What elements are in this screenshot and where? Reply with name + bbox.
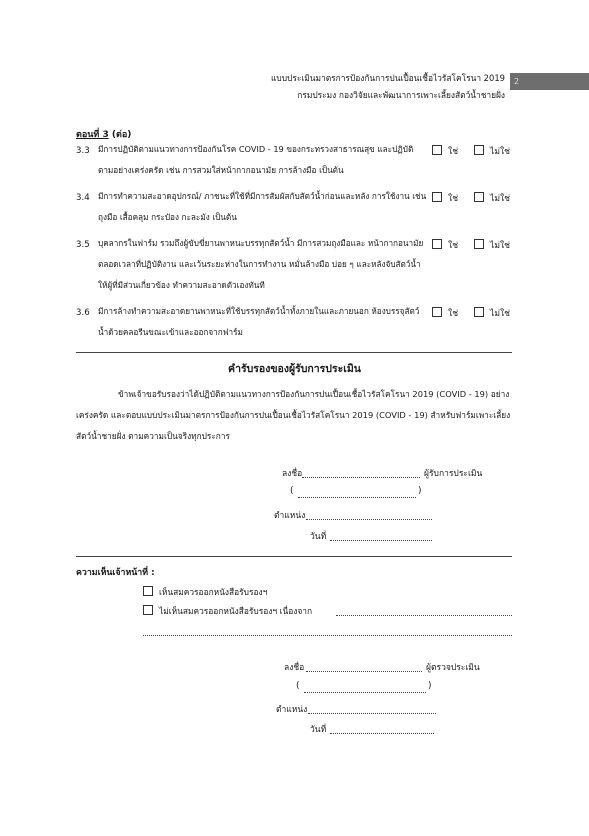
certification-title: คำรับรองของผู้รับการประเมิน bbox=[228, 363, 361, 375]
checkbox-icon[interactable] bbox=[432, 239, 442, 249]
answer-no-label: ไม่ใช่ bbox=[490, 194, 511, 204]
document-header bbox=[271, 70, 505, 104]
question-number: 3.6 bbox=[76, 308, 90, 318]
officer-position-field[interactable] bbox=[308, 703, 436, 714]
position-field[interactable] bbox=[306, 509, 432, 520]
officer-name-field[interactable] bbox=[304, 682, 426, 693]
paren-open: ( bbox=[290, 486, 294, 496]
checkbox-icon[interactable] bbox=[143, 586, 153, 596]
sign-label: ลงชื่อ bbox=[282, 469, 303, 479]
option-reject-label: ไม่เห็นสมควรออกหนังสือรับรองฯ เนื่องจาก bbox=[159, 606, 313, 616]
answer-yes[interactable] bbox=[432, 306, 458, 320]
checkbox-icon[interactable] bbox=[474, 192, 484, 202]
option-reject[interactable] bbox=[143, 604, 312, 618]
officer-position-label: ตำแหน่ง bbox=[276, 705, 308, 715]
officer-date-field[interactable] bbox=[330, 723, 434, 734]
question-number: 3.3 bbox=[76, 146, 90, 156]
reason-field[interactable] bbox=[336, 605, 512, 616]
header-line-1: แบบประเมินมาตรการป้องกันการปนเปื้อนเชื้อไวรัสโคโรนา 2019 bbox=[271, 73, 505, 83]
signer-role: ผู้รับการประเมิน bbox=[424, 469, 483, 479]
page-badge: 2 bbox=[510, 73, 589, 90]
question-number: 3.4 bbox=[76, 193, 90, 203]
answer-yes[interactable] bbox=[432, 238, 458, 252]
officer-role: ผู้ตรวจประเมิน bbox=[426, 663, 480, 673]
section-divider bbox=[76, 352, 512, 353]
paren-close: ) bbox=[418, 486, 422, 496]
certification-body: ข้าพเจ้าขอรับรองว่าได้ปฏิบัติตามแนวทางการป้องกันการปนเปื้อนเชื้อไวรัสโคโรนา 2019 (COVID - 19) อย่างเคร่งครัด และตอบแบบประเมินมาตรการป้องกันการปนเปื้อนเชื้อไวรัสโคโรนา 2019 (COVID - 19) สำหรับฟาร์มเพาะเลี้ยงสัตว์น้ำชายฝั่ง ตามความเป็นจริงทุกประการ bbox=[76, 389, 511, 441]
section-label: ตอนที่ 3 bbox=[76, 130, 109, 140]
question-text: มีการทำความสะอาดอุปกรณ์/ ภาชนะที่ใช้ที่มีการสัมผัสกับสัตว์น้ำก่อนและหลัง การใช้งาน เช่น ถุงมือ เสื้อคลุม กระป๋อง กะละมัง เป็นต้น bbox=[98, 191, 427, 222]
date-field[interactable] bbox=[330, 530, 432, 541]
question-text: บุคลากรในฟาร์ม รวมถึงผู้ขับขี่ยานพาหนะบรรทุกสัตว์น้ำ มีการสวมถุงมือและ หน้ากากอนามัยตลอดเวลาที่ปฏิบัติงาน และเว้นระยะห่างในการทำงาน หมั่นล้างมือ บ่อย ๆ และหลังจับสัตว์น้ำให้ผู้ที่มีส่วนเกี่ยวข้อง ทำความสะอาดตัวเองทันที bbox=[98, 238, 424, 290]
answer-no[interactable] bbox=[474, 191, 510, 205]
name-field[interactable] bbox=[298, 487, 416, 498]
reason-field-continued[interactable] bbox=[143, 625, 512, 636]
answer-yes-label: ใช่ bbox=[448, 309, 459, 319]
signature-field[interactable] bbox=[302, 467, 420, 478]
answer-no[interactable] bbox=[474, 144, 510, 158]
checkbox-icon[interactable] bbox=[143, 605, 153, 615]
question-number: 3.5 bbox=[76, 240, 90, 250]
date-label: วันที่ bbox=[310, 532, 327, 542]
section-divider bbox=[76, 556, 512, 557]
answer-no[interactable] bbox=[474, 306, 510, 320]
option-approve-label: เห็นสมควรออกหนังสือรับรองฯ bbox=[159, 587, 268, 597]
position-label: ตำแหน่ง bbox=[274, 511, 306, 521]
header-line-2: กรมประมง กองวิจัยและพัฒนาการเพาะเลี้ยงสัตว์น้ำชายฝั่ง bbox=[297, 90, 505, 100]
answer-yes-label: ใช่ bbox=[448, 241, 459, 251]
checkbox-icon[interactable] bbox=[474, 239, 484, 249]
answer-yes[interactable] bbox=[432, 144, 458, 158]
officer-signature-field[interactable] bbox=[306, 661, 422, 672]
option-approve[interactable] bbox=[143, 585, 267, 599]
paren-close: ) bbox=[428, 681, 432, 691]
answer-yes[interactable] bbox=[432, 191, 458, 205]
checkbox-icon[interactable] bbox=[432, 145, 442, 155]
checkbox-icon[interactable] bbox=[474, 307, 484, 317]
checkbox-icon[interactable] bbox=[432, 307, 442, 317]
answer-no-label: ไม่ใช่ bbox=[490, 147, 511, 157]
officer-sign-label: ลงชื่อ bbox=[284, 663, 305, 673]
answer-no-label: ไม่ใช่ bbox=[490, 241, 511, 251]
checkbox-icon[interactable] bbox=[474, 145, 484, 155]
answer-yes-label: ใช่ bbox=[448, 147, 459, 157]
answer-yes-label: ใช่ bbox=[448, 194, 459, 204]
paren-open: ( bbox=[296, 681, 300, 691]
officer-opinion-title: ความเห็นเจ้าหน้าที่ : bbox=[76, 568, 155, 578]
officer-date-label: วันที่ bbox=[310, 725, 327, 735]
question-text: มีการล้างทำความสะอาดยานพาหนะที่ใช้บรรทุกสัตว์น้ำทั้งภายในและภายนอก ห้องบรรจุสัตว์น้ำด้วยคลอรีนขณะเข้าและออกจากฟาร์ม bbox=[98, 306, 420, 337]
section-cont: (ต่อ) bbox=[111, 130, 132, 140]
answer-no-label: ไม่ใช่ bbox=[490, 309, 511, 319]
checkbox-icon[interactable] bbox=[432, 192, 442, 202]
answer-no[interactable] bbox=[474, 238, 510, 252]
question-text: มีการปฏิบัติตามแนวทางการป้องกันโรค COVID - 19 ของกระทรวงสาธารณสุข และปฏิบัติตามอย่างเคร่งครัด เช่น การสวมใส่หน้ากากอนามัย การล้างมือ เป็นต้น bbox=[98, 144, 414, 175]
